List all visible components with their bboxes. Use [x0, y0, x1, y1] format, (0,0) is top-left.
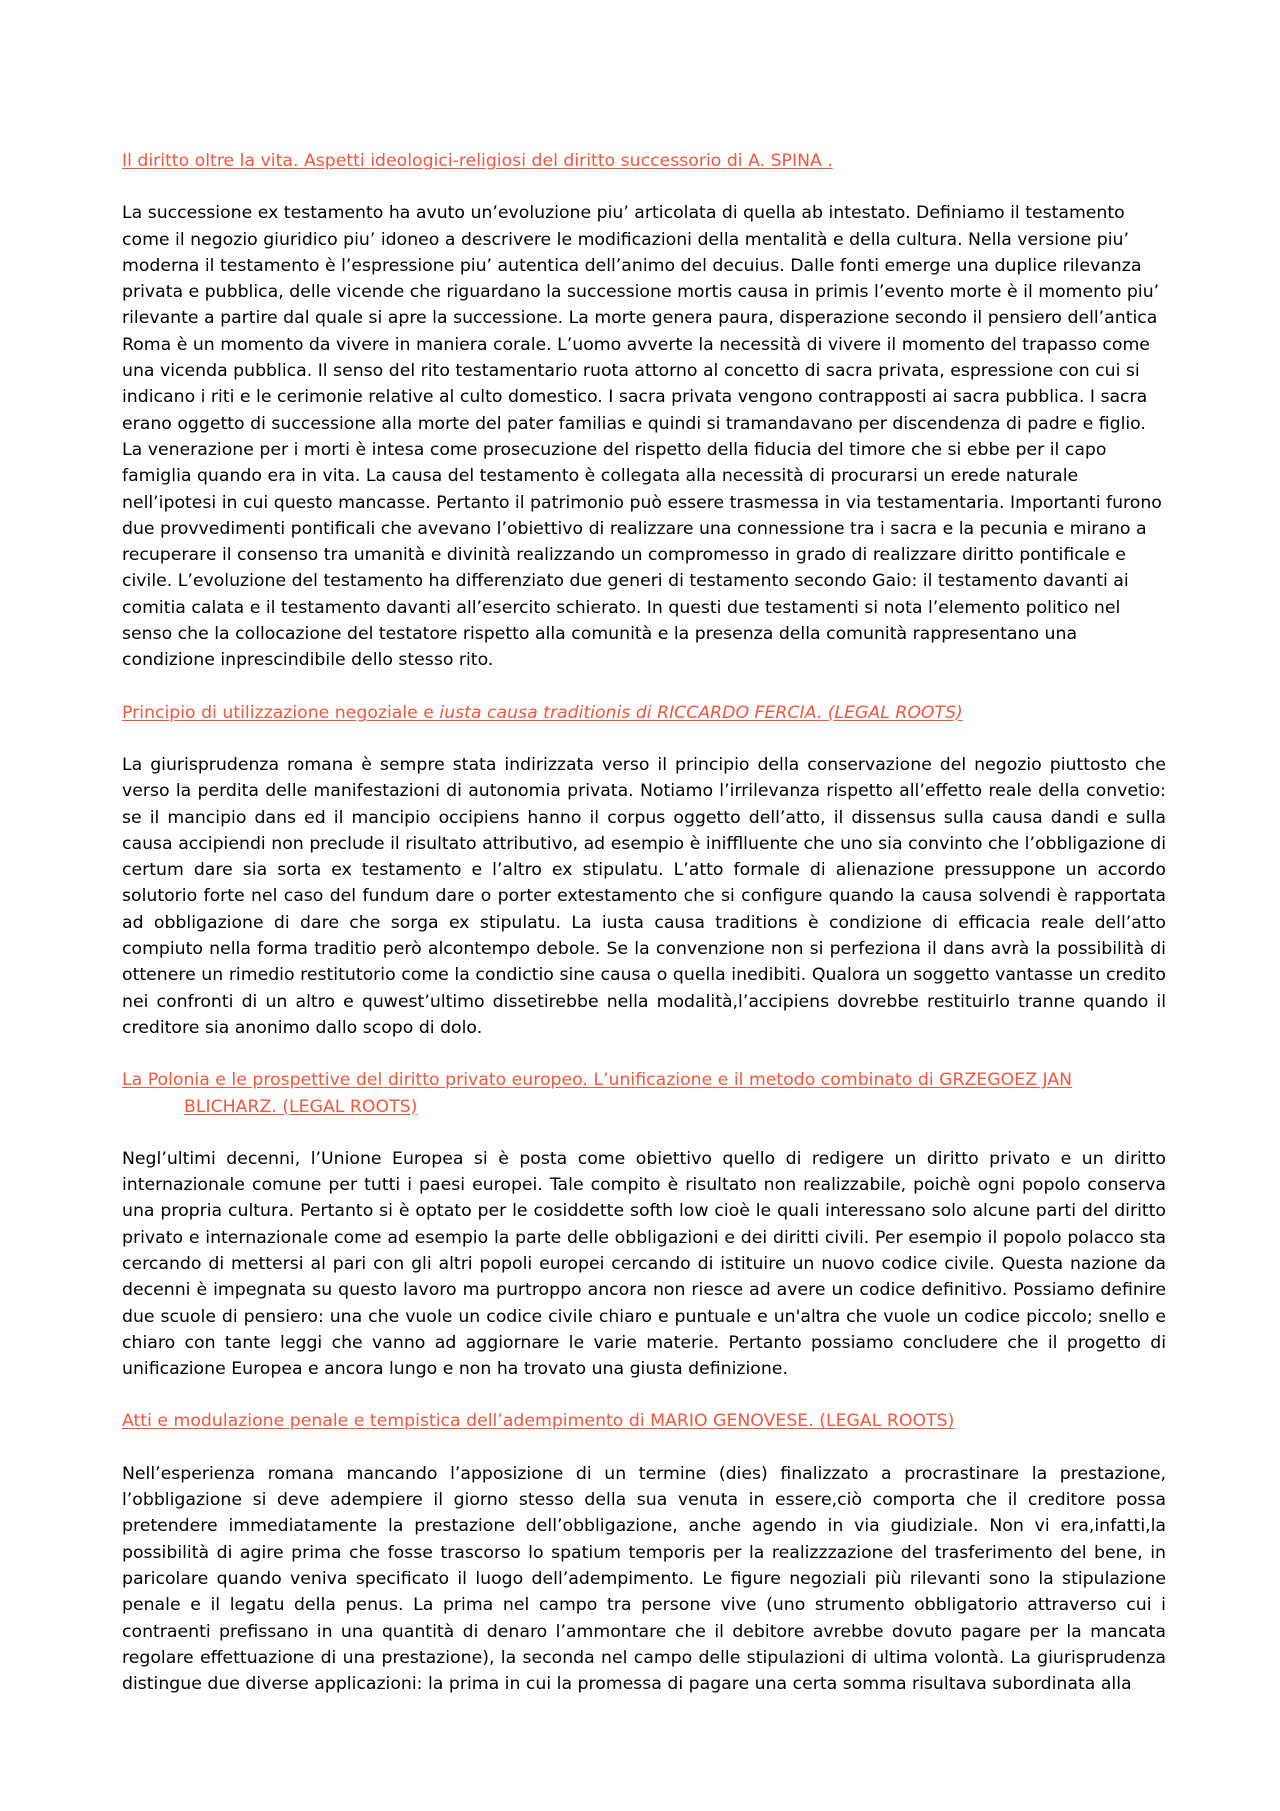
section-heading-fercia [122, 700, 1166, 726]
heading-fercia-italic: iusta causa traditionis di RICCARDO FERCIA. (LEGAL ROOTS) [439, 702, 963, 723]
section-paragraph-genovese: Nell’esperienza romana mancando l’apposizione di un termine (dies) finalizzato a procrastinare la prestazione, l’obbligazione si deve adempiere il giorno stesso della sua venuta in essere,ciò comporta che il creditore possa pretendere immediatamente la prestazione dell’obbligazione, anche agendo in via giudiziale. Non vi era,infatti,la possibilità di agire prima che fosse trascorso lo spatium temporis per la realizzzazione del trasferimento del bene, in paricolare quando veniva specificato il luogo dell’adempimento. Le figure negoziali più rilevanti sono la stipulazione penale e il legatu della penus. La prima nel campo tra persone vive (uno strumento obbligatorio attraverso cui i contraenti prefissano in una quantità di denaro l’ammontare che il debitore avrebbe dovuto pagare per la mancata regolare effettuazione di una prestazione), la seconda nel campo delle stipulazioni di ultima volontà. La giurisprudenza distingue due diverse applicazioni: la prima in cui la promessa di pagare una certa somma risultava subordinata alla [122, 1463, 1166, 1695]
section-heading-blicharz [122, 1067, 1166, 1120]
section-paragraph-fercia: La giurisprudenza romana è sempre stata indirizzata verso il principio della conservazione del negozio piuttosto che verso la perdita delle manifestazioni di autonomia privata. Notiamo l’irrilevanza rispetto all’effetto reale della convetio: se il mancipio dans ed il mancipio occipiens hanno il corpus oggetto dell’atto, il dissensus sulla causa dandi e sulla causa accipiendi non preclude il risultato attributivo, ad esempio è inifflluente che uno sia convinto che l’obbligazione di certum dare sia sorta ex testamento e l’altro ex stipulatu. L’atto formale di alienazione pressuppone un accordo solutorio forte nel caso del fundum dare o porter extestamento che si configure quando la causa solvendi è rapportata ad obbligazione di dare che sorga ex stipulatu. La iusta causa traditions è condizione di efficacia reale dell’atto compiuto nella forma traditio però alcontempo debole. Se la convenzione non si perfeziona il dans avrà la possibilità di ottenere un rimedio restitutorio come la condictio sine causa o quella inedibiti. Qualora un soggetto vantasse un credito nei confronti di un altro e quwest’ultimo dissetirebbe nella modalità,l’accipiens dovrebbe restituirlo tranne quando il creditore sia anonimo dallo scopo di dolo. [122, 754, 1166, 1038]
heading-fercia-part1: Principio di utilizzazione negoziale e [122, 702, 440, 723]
section-paragraph-spina: La successione ex testamento ha avuto un’evoluzione piu’ articolata di quella ab intestato. Definiamo il testamento come il negozio giuridico piu’ idoneo a descrivere le modificazioni della mentalità e della cultura. Nella versione piu’ moderna il testamento è l’espressione piu’ autentica dell’animo del decuius. Dalle fonti emerge una duplice rilevanza privata e pubblica, delle vicende che riguardano la successione mortis causa in primis l’evento morte è il momento piu’ rilevante a partire dal quale si apre la successione. La morte genera paura, disperazione secondo il pensiero dell’antica Roma è un momento da vivere in maniera corale. L’uomo avverte la necessità di vivere il momento del trapasso come una vicenda pubblica. Il senso del rito testamentario ruota attorno al concetto di sacra privata, espressione con cui si indicano i riti e le cerimonie relative al culto domestico. I sacra privata vengono contrapposti ai sacra pubblica. I sacra erano oggetto di successione alla morte del pater familias e quindi si tramandavano per discendenza di padre e figlio. La venerazione per i morti è intesa come prosecuzione del rispetto della fiducia del timore che si ebbe per il capo famiglia quando era in vita. La causa del testamento è collegata alla necessità di procurarsi un erede naturale nell’ipotesi in cui questo mancasse. Pertanto il patrimonio può essere trasmessa in via testamentaria. Importanti furono due provvedimenti pontificali che avevano l’obiettivo di realizzare una connessione tra i sacra e la pecunia e mirano a recuperare il consenso tra umanità e divinità realizzando un compromesso in grado di realizzare diritto pontificale e civile. L’evoluzione del testamento ha differenziato due generi di testamento secondo Gaio: il testamento davanti ai comitia calata e il testamento davanti all’esercito schierato. In questi due testamenti si nota l’elemento politico nel senso che la collocazione del testatore rispetto alla comunità e la presenza della comunità rappresentano una condizione inprescindibile dello stesso rito. [122, 203, 1162, 671]
document-page [122, 148, 1166, 1697]
section-heading-genovese: Atti e modulazione penale e tempistica dell’adempimento di MARIO GENOVESE. (LEGAL ROOTS) [122, 1411, 955, 1432]
section-paragraph-blicharz: Negl’ultimi decenni, l’Unione Europea si è posta come obiettivo quello di redigere un diritto privato e un diritto internazionale comune per tutti i paesi europei. Tale compito è risultato non realizzabile, poichè ogni popolo conserva una propria cultura. Pertanto si è optato per le cosiddette softh low cioè le quali interessano solo alcune parti del diritto privato e internazionale come ad esempio la parte delle obbligazioni e dei diritti civili. Per esempio il popolo polacco sta cercando di mettersi al pari con gli altri popoli europei cercando di istituire un nuovo codice civile. Questa nazione da decenni è impegnata su questo lavoro ma purtroppo ancora non riesce ad avere un codice definitivo. Possiamo definire due scuole di pensiero: una che vuole un codice civile chiaro e puntuale e un'altra che vuole un codice piccolo; snello e chiaro con tante leggi che vanno ad aggiornare le varie materie. Pertanto possiamo concludere che il progetto di unificazione Europea e ancora lungo e non ha trovato una giusta definizione. [122, 1148, 1166, 1380]
heading-blicharz-line1: La Polonia e le prospettive del diritto privato europeo. L’unificazione e il metodo combinato di GRZEGOEZ JAN [122, 1070, 1073, 1091]
section-heading-spina: Il diritto oltre la vita. Aspetti ideologici-religiosi del diritto successorio di A. SPINA . [122, 151, 833, 171]
heading-blicharz-line2: BLICHARZ. (LEGAL ROOTS) [184, 1096, 418, 1117]
